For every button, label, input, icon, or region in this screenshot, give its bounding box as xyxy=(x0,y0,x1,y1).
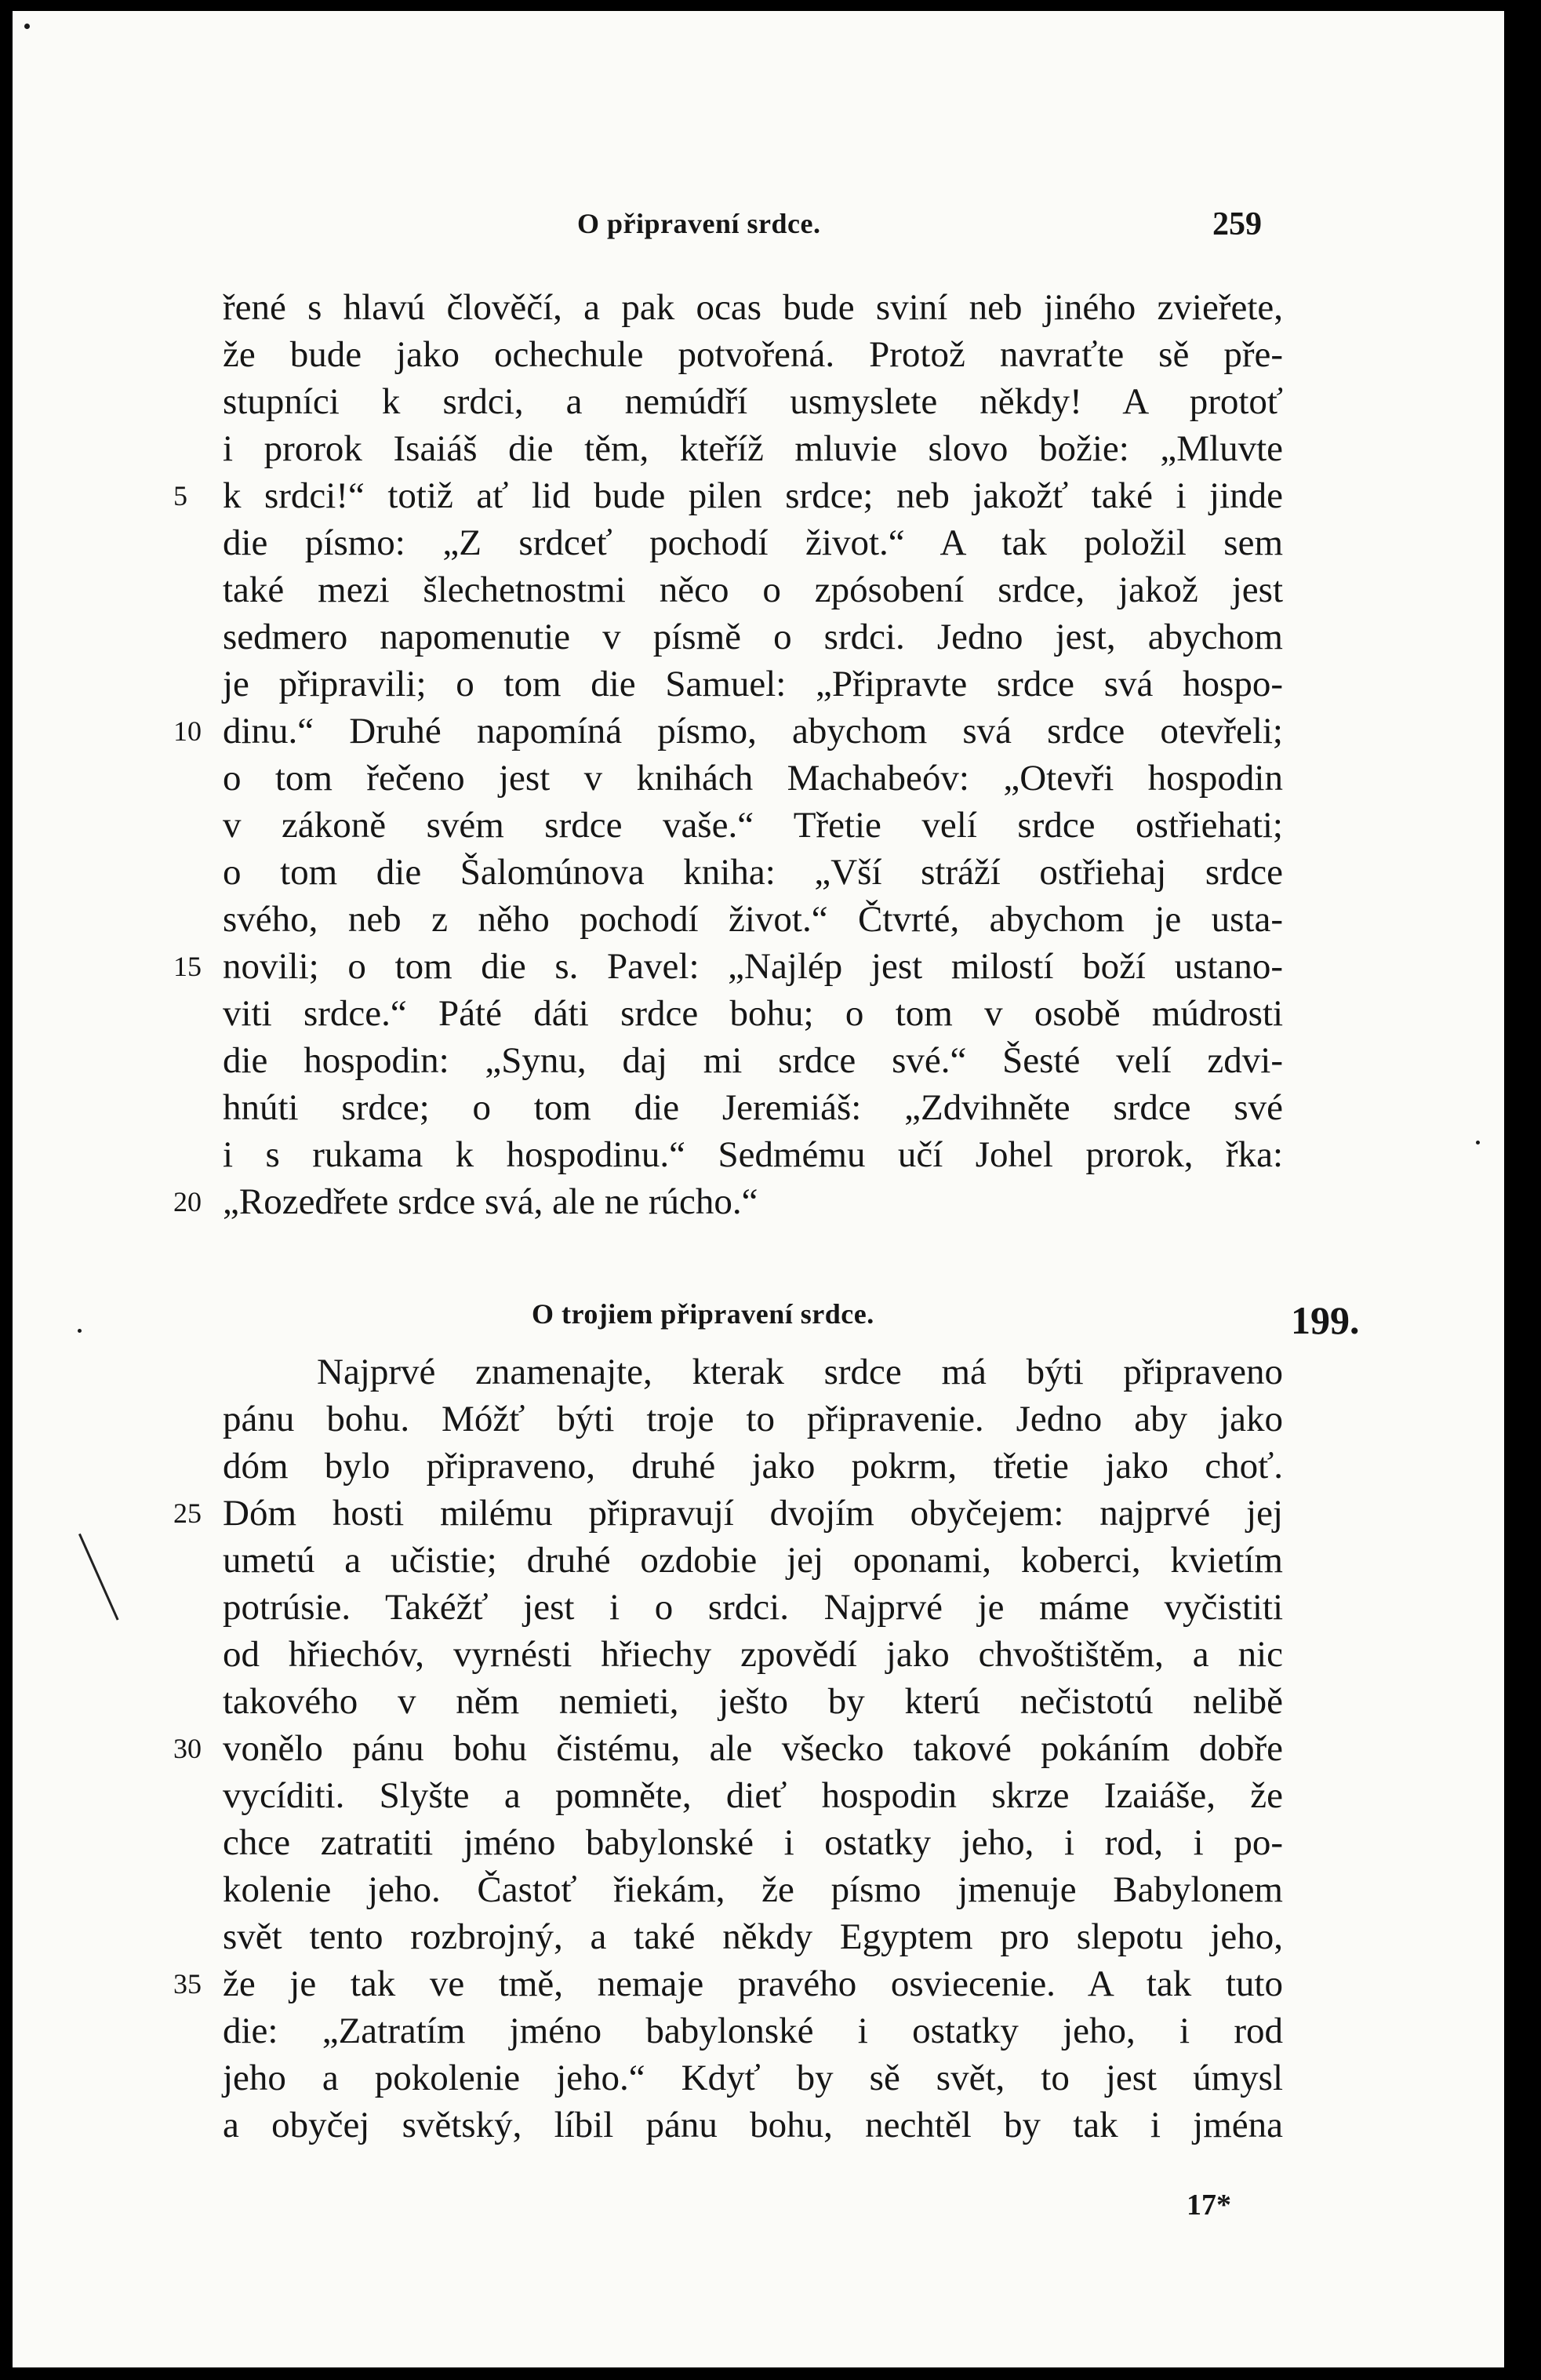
text-line: že bude jako ochechule potvořená. Protož navraťte sě pře- xyxy=(223,334,1283,375)
text-line: v zákoně svém srdce vaše.“ Třetie velí srdce ostřiehati; xyxy=(223,805,1283,846)
text-line: chce zatratiti jméno babylonské i ostatky jeho, i rod, i po- xyxy=(223,1822,1283,1863)
text-line: od hřiechóv, vyrnésti hřiechy zpovědí jako chvoštištěm, a nic xyxy=(223,1634,1283,1675)
text-line: pánu bohu. Móžť býti troje to připravenie. Jedno aby jako xyxy=(223,1399,1283,1439)
text-line: sedmero napomenutie v písmě o srdci. Jedno jest, abychom xyxy=(223,617,1283,657)
text-line: vonělo pánu bohu čistému, ale všecko takové pokáním dobře xyxy=(223,1728,1283,1769)
speck-mark xyxy=(1476,1141,1480,1145)
line-number: 35 xyxy=(173,1968,202,2000)
text-line: „Rozedřete srdce svá, ale ne rúcho.“ xyxy=(223,1181,758,1222)
speck-mark xyxy=(78,1329,82,1333)
text-line: stupníci k srdci, a nemúdří usmyslete někdy! A protoť xyxy=(223,381,1283,422)
line-number: 5 xyxy=(173,480,187,511)
text-line: viti srdce.“ Páté dáti srdce bohu; o tom v osobě múdrosti xyxy=(223,993,1283,1034)
text-line: jeho a pokolenie jeho.“ Kdyť by sě svět, to jest úmysl xyxy=(223,2058,1283,2098)
line-number: 25 xyxy=(173,1498,202,1529)
running-header-title: O připravení srdce. xyxy=(577,208,821,239)
section-heading: O trojiem připravení srdce. xyxy=(532,1298,874,1330)
text-line: řené s hlavú člověčí, a pak ocas bude sviní neb jiného zvieřete, xyxy=(223,287,1283,328)
text-line: takového v něm nemieti, ješto by kterú nečistotú nelibě xyxy=(223,1681,1283,1722)
text-line: a obyčej světský, líbil pánu bohu, nechtěl by tak i jména xyxy=(223,2105,1283,2145)
text-line: o tom die Šalomúnova kniha: „Vší stráží ostřiehaj srdce xyxy=(223,852,1283,893)
text-line: o tom řečeno jest v knihách Machabeóv: „Otevři hospodin xyxy=(223,758,1283,799)
text-line: Dóm hosti milému připravují dvojím obyčejem: najprvé jej xyxy=(223,1493,1283,1534)
text-line: dinu.“ Druhé napomíná písmo, abychom svá srdce otevřeli; xyxy=(223,711,1283,751)
text-line: novili; o tom die s. Pavel: „Najlép jest milostí boží ustano- xyxy=(223,946,1283,987)
text-line: die: „Zatratím jméno babylonské i ostatky jeho, i rod xyxy=(223,2011,1283,2051)
text-line: že je tak ve tmě, nemaje pravého osviecenie. A tak tuto xyxy=(223,1963,1283,2004)
text-line: také mezi šlechetnostmi něco o zpósobení srdce, jakož jest xyxy=(223,570,1283,610)
text-line: die hospodin: „Synu, daj mi srdce své.“ Šesté velí zdvi- xyxy=(223,1040,1283,1081)
line-number: 30 xyxy=(173,1733,202,1764)
text-line: umetú a učistie; druhé ozdobie jej oponami, koberci, kvietím xyxy=(223,1540,1283,1581)
line-number: 10 xyxy=(173,715,202,747)
pen-stroke-mark xyxy=(78,1534,119,1621)
text-line: Najprvé znamenajte, kterak srdce má býti připraveno xyxy=(317,1352,1283,1392)
book-page xyxy=(13,11,1504,2367)
line-number: 15 xyxy=(173,951,202,982)
text-line: kolenie jeho. Častoť řiekám, že písmo jmenuje Babylonem xyxy=(223,1869,1283,1910)
section-number: 199. xyxy=(1291,1298,1360,1342)
text-line: dóm bylo připraveno, druhé jako pokrm, třetie jako choť. xyxy=(223,1446,1283,1487)
line-number: 20 xyxy=(173,1186,202,1217)
text-line: k srdci!“ totiž ať lid bude pilen srdce; neb jakožť také i jinde xyxy=(223,475,1283,516)
speck-mark xyxy=(24,24,30,29)
text-line: i s rukama k hospodinu.“ Sedmému učí Johel prorok, řka: xyxy=(223,1134,1283,1175)
text-line: die písmo: „Z srdceť pochodí život.“ A tak položil sem xyxy=(223,522,1283,563)
text-line: potrúsie. Takéžť jest i o srdci. Najprvé je máme vyčistiti xyxy=(223,1587,1283,1628)
printer-signature-mark: 17* xyxy=(1187,2189,1231,2222)
page-number: 259 xyxy=(1212,206,1262,242)
text-line: svého, neb z něho pochodí život.“ Čtvrté, abychom je usta- xyxy=(223,899,1283,940)
text-line: vycíditi. Slyšte a pomněte, dieť hospodin skrze Izaiáše, že xyxy=(223,1775,1283,1816)
text-line: svět tento rozbrojný, a také někdy Egyptem pro slepotu jeho, xyxy=(223,1916,1283,1957)
text-line: je připravili; o tom die Samuel: „Připravte srdce svá hospo- xyxy=(223,664,1283,704)
text-line: hnúti srdce; o tom die Jeremiáš: „Zdvihněte srdce své xyxy=(223,1087,1283,1128)
text-line: i prorok Isaiáš die těm, kteříž mluvie slovo božie: „Mluvte xyxy=(223,428,1283,469)
